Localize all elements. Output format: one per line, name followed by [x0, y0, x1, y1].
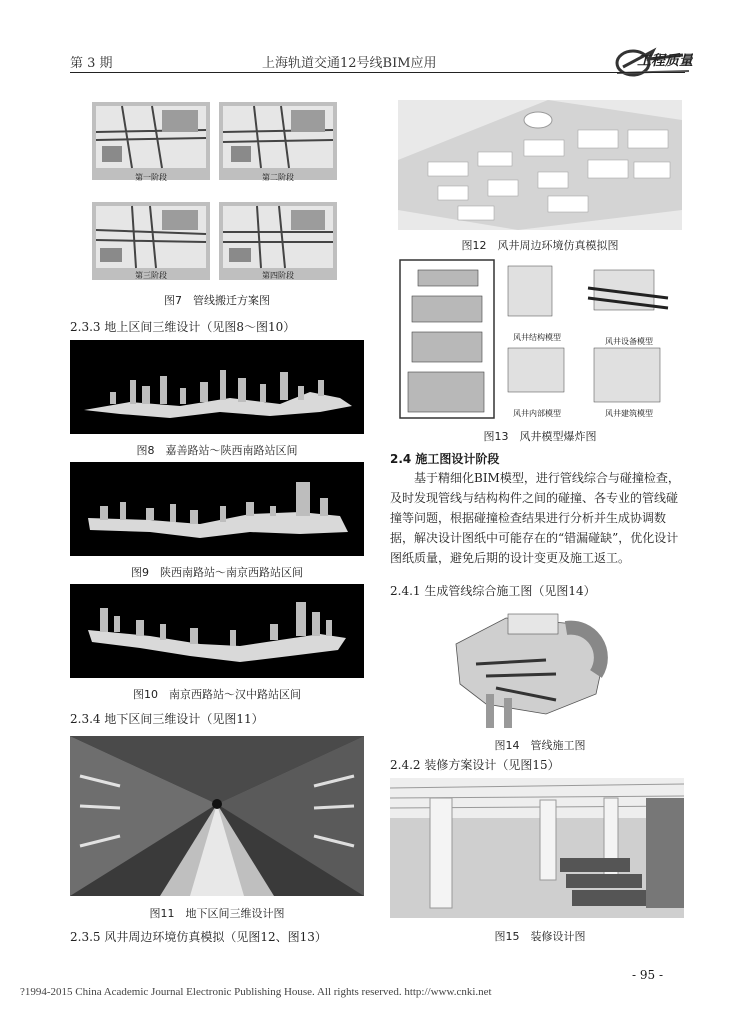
section-2-3-4: 2.3.4 地下区间三维设计（见图11） — [70, 712, 264, 726]
fig13-label-building: 风井建筑模型 — [605, 409, 653, 418]
fig7-stage-3: 第三阶段 — [135, 271, 167, 280]
fig7-stage-1: 第一阶段 — [135, 173, 167, 182]
section-2-4-2: 2.4.2 装修方案设计（见图15） — [390, 758, 560, 772]
fig7-stage-4: 第四阶段 — [262, 271, 294, 280]
fig13-label-equipment: 风井设备模型 — [605, 337, 653, 346]
page-number: - 95 - — [632, 968, 664, 982]
para-line: 图纸质量，避免后期的设计变更及施工返工。 — [390, 551, 631, 565]
fig13-image — [398, 258, 682, 422]
fig12-image — [398, 100, 682, 230]
copyright-footer: ?1994-2015 China Academic Journal Electronic Publishing House. All rights reserved. http://www.cnki.net — [20, 986, 492, 998]
para-line: 撞等问题，根据碰撞检查结果进行分析并生成协调数 — [390, 511, 667, 525]
para-line: 及时发现管线与结构构件之间的碰撞、各专业的管线碰 — [390, 491, 679, 505]
fig8-image — [70, 340, 364, 434]
fig7-caption: 图7 管线搬迁方案图 — [164, 294, 270, 307]
fig7-stage-2: 第二阶段 — [262, 173, 294, 182]
fig13-label-interior: 风井内部模型 — [513, 409, 561, 418]
fig7-image — [92, 102, 342, 282]
running-title: 上海轨道交通12号线BIM应用 — [262, 56, 437, 71]
fig10-caption: 图10 南京西路站～汉中路站区间 — [133, 688, 301, 701]
section-2-4-1: 2.4.1 生成管线综合施工图（见图14） — [390, 584, 596, 598]
fig14-caption: 图14 管线施工图 — [494, 739, 586, 752]
fig10-image — [70, 584, 364, 678]
fig15-image — [390, 778, 684, 918]
section-2-3-5: 2.3.5 风井周边环境仿真模拟（见图12、图13） — [70, 930, 327, 944]
fig11-caption: 图11 地下区间三维设计图 — [149, 907, 285, 920]
section-2-3-3: 2.3.3 地上区间三维设计（见图8～图10） — [70, 320, 296, 334]
para-line: 基于精细化BIM模型，进行管线综合与碰撞检查， — [414, 471, 680, 485]
fig12-caption: 图12 风井周边环境仿真模拟图 — [461, 239, 619, 252]
fig13-label-structure: 风井结构模型 — [513, 333, 561, 342]
section-2-4-paragraph — [390, 468, 684, 568]
fig9-caption: 图9 陕西南路站～南京西路站区间 — [131, 566, 303, 579]
fig8-caption: 图8 嘉善路站～陕西南路站区间 — [136, 444, 298, 457]
fig15-caption: 图15 装修设计图 — [494, 930, 586, 943]
para-line: 据，解决设计图纸中可能存在的“错漏碰缺”，优化设计 — [390, 531, 679, 545]
header-rule — [70, 72, 685, 73]
logo-text: 工程质量 — [637, 53, 693, 69]
section-2-4: 2.4 施工图设计阶段 — [390, 452, 500, 466]
fig14-image — [446, 604, 616, 732]
issue-number: 第 3 期 — [70, 56, 113, 71]
fig13-caption: 图13 风井模型爆炸图 — [483, 430, 597, 443]
fig11-image — [70, 736, 364, 896]
fig9-image — [70, 462, 364, 556]
